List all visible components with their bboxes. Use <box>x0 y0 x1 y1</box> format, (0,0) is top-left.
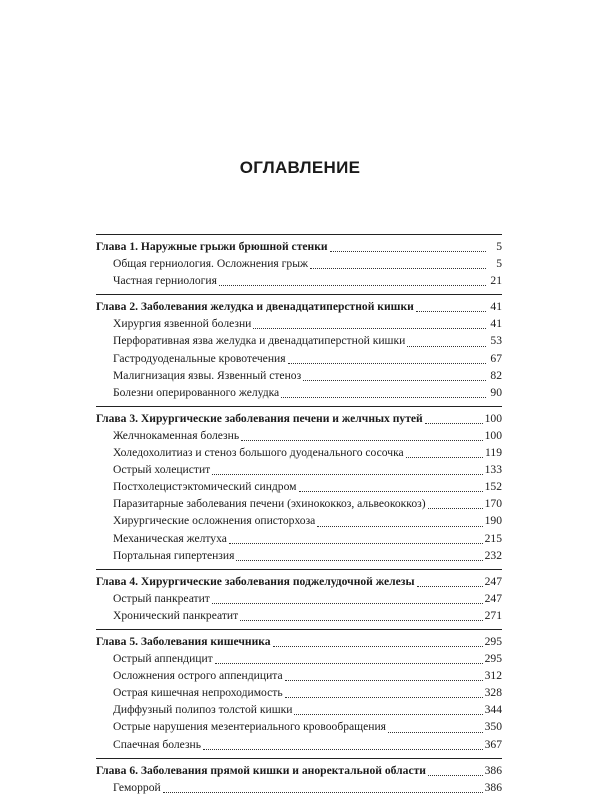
section-title: Острый панкреатит <box>113 591 210 605</box>
section-entry[interactable] <box>96 701 502 718</box>
section-entry[interactable] <box>96 667 502 684</box>
chapter-block <box>96 629 502 753</box>
dot-leader <box>416 311 486 312</box>
page-number: 190 <box>484 514 502 528</box>
dot-leader <box>240 620 482 621</box>
section-title: Острый аппендицит <box>113 652 213 666</box>
dot-leader <box>407 346 486 347</box>
table-of-contents <box>96 234 502 801</box>
dot-leader <box>285 680 483 681</box>
section-entry[interactable] <box>96 547 502 564</box>
page-number: 5 <box>496 257 502 271</box>
section-entry[interactable] <box>96 512 502 529</box>
section-title: Паразитарные заболевания печени (эхинококкоз, альвеококкоз) <box>113 497 426 511</box>
dot-leader <box>212 474 482 475</box>
section-entry[interactable] <box>96 718 502 735</box>
section-title: Постхолецистэктомический синдром <box>113 480 297 494</box>
page-number: 100 <box>484 411 502 425</box>
page-number: 82 <box>490 368 502 382</box>
chapter-title: Глава 1. Наружные грыжи брюшной стенки <box>96 240 328 253</box>
page-title: ОГЛАВЛЕНИЕ <box>239 158 361 177</box>
page-number: 386 <box>484 780 502 794</box>
dot-leader <box>417 586 483 587</box>
page-number: 215 <box>484 531 502 545</box>
dot-leader <box>406 457 483 458</box>
chapter-title: Глава 3. Хирургические заболевания печени и желчных путей <box>96 411 423 425</box>
page-number: 41 <box>490 317 502 331</box>
section-title: Болезни оперированного желудка <box>113 385 280 399</box>
section-entry[interactable] <box>96 332 502 349</box>
chapter-block <box>96 569 502 624</box>
dot-leader <box>203 749 483 750</box>
dot-leader <box>425 423 483 424</box>
page-number: 295 <box>484 634 502 648</box>
section-title: Хирургия язвенной болезни <box>113 317 252 331</box>
page-number: 247 <box>484 574 502 588</box>
section-title: Осложнения острого аппендицита <box>113 669 283 683</box>
page-number: 90 <box>490 385 502 399</box>
chapter-entry[interactable] <box>96 298 502 315</box>
page-number: 170 <box>484 497 502 511</box>
section-title: Хронический панкреатит <box>113 608 239 622</box>
dot-leader <box>163 792 483 793</box>
dot-leader <box>281 397 486 398</box>
section-entry[interactable] <box>96 650 502 667</box>
page-number: 247 <box>484 591 502 605</box>
page-number: 21 <box>490 274 502 288</box>
page-number: 41 <box>490 300 502 314</box>
dot-leader <box>253 328 486 329</box>
section-title: Острая кишечная непроходимость <box>113 686 283 700</box>
section-entry[interactable] <box>96 779 502 796</box>
section-title: Геморрой <box>113 780 161 794</box>
page-number: 53 <box>490 334 502 348</box>
section-title: Портальная гипертензия <box>113 548 235 562</box>
section-entry[interactable] <box>96 367 502 384</box>
section-title: Спаечная болезнь <box>113 737 202 751</box>
dot-leader <box>212 603 483 604</box>
dot-leader <box>294 714 482 715</box>
section-entry[interactable] <box>96 607 502 624</box>
chapter-entry[interactable] <box>96 238 502 255</box>
chapter-entry[interactable] <box>96 762 502 779</box>
section-entry[interactable] <box>96 315 502 332</box>
section-entry[interactable] <box>96 427 502 444</box>
dot-leader <box>317 526 482 527</box>
section-entry[interactable] <box>96 444 502 461</box>
section-entry[interactable] <box>96 384 502 401</box>
page-number: 232 <box>484 548 502 562</box>
chapter-block <box>96 758 502 796</box>
dot-leader <box>299 491 483 492</box>
chapter-block <box>96 234 502 289</box>
page-number: 328 <box>484 686 502 700</box>
chapter-entry[interactable] <box>96 633 502 650</box>
section-title: Механическая желтуха <box>113 531 227 545</box>
section-entry[interactable] <box>96 590 502 607</box>
section-title: Частная герниология <box>113 274 217 288</box>
section-entry[interactable] <box>96 255 502 272</box>
page-number: 271 <box>484 608 502 622</box>
dot-leader <box>285 697 483 698</box>
section-title: Холедохолитиаз и стеноз большого дуоденального сосочка <box>113 446 404 460</box>
chapter-block <box>96 294 502 401</box>
section-title: Общая герниология. Осложнения грыж <box>113 257 309 271</box>
page-number: 312 <box>484 669 502 683</box>
page-number: 67 <box>490 351 502 365</box>
page-number: 133 <box>484 463 502 477</box>
dot-leader <box>215 663 483 664</box>
dot-leader <box>219 285 486 286</box>
page-number: 344 <box>484 703 502 717</box>
page-number: 386 <box>484 763 502 777</box>
section-entry[interactable] <box>96 272 502 289</box>
section-title: Хирургические осложнения описторхоза <box>113 514 316 528</box>
dot-leader <box>288 363 486 364</box>
page-number: 100 <box>484 428 502 442</box>
section-entry[interactable] <box>96 495 502 512</box>
dot-leader <box>388 732 483 733</box>
page-number: 367 <box>484 737 502 751</box>
section-title: Перфоративная язва желудка и двенадцатиперстной кишки <box>113 334 406 348</box>
section-entry[interactable] <box>96 530 502 547</box>
section-title: Диффузный полипоз толстой кишки <box>113 703 293 717</box>
dot-leader <box>310 268 486 269</box>
dot-leader <box>273 646 483 647</box>
section-entry[interactable] <box>96 461 502 478</box>
page-number: 295 <box>484 652 502 666</box>
chapter-block <box>96 406 502 564</box>
section-title: Острые нарушения мезентериального кровообращения <box>113 720 386 734</box>
section-entry[interactable] <box>96 478 502 495</box>
dot-leader <box>303 380 486 381</box>
dot-leader <box>241 440 482 441</box>
section-entry[interactable] <box>96 736 502 753</box>
section-title: Малигнизация язвы. Язвенный стеноз <box>113 368 302 382</box>
dot-leader <box>229 543 483 544</box>
section-entry[interactable] <box>96 350 502 367</box>
chapter-entry[interactable] <box>96 573 502 590</box>
dot-leader <box>330 251 486 252</box>
page-number: 152 <box>484 480 502 494</box>
chapter-title: Глава 6. Заболевания прямой кишки и аноректальной области <box>96 763 426 777</box>
dot-leader <box>236 560 482 561</box>
chapter-entry[interactable] <box>96 410 502 427</box>
section-title: Острый холецистит <box>113 463 211 477</box>
page-number: 350 <box>484 720 502 734</box>
dot-leader <box>428 775 483 776</box>
section-title: Гастродуоденальные кровотечения <box>113 351 286 365</box>
chapter-title: Глава 5. Заболевания кишечника <box>96 634 271 648</box>
page-number: 119 <box>485 446 502 460</box>
dot-leader <box>428 508 483 509</box>
page-number: 5 <box>496 240 502 253</box>
chapter-title: Глава 2. Заболевания желудка и двенадцатиперстной кишки <box>96 300 414 314</box>
section-title: Желчнокаменная болезнь <box>113 428 240 442</box>
section-entry[interactable] <box>96 684 502 701</box>
chapter-title: Глава 4. Хирургические заболевания поджелудочной железы <box>96 574 415 588</box>
